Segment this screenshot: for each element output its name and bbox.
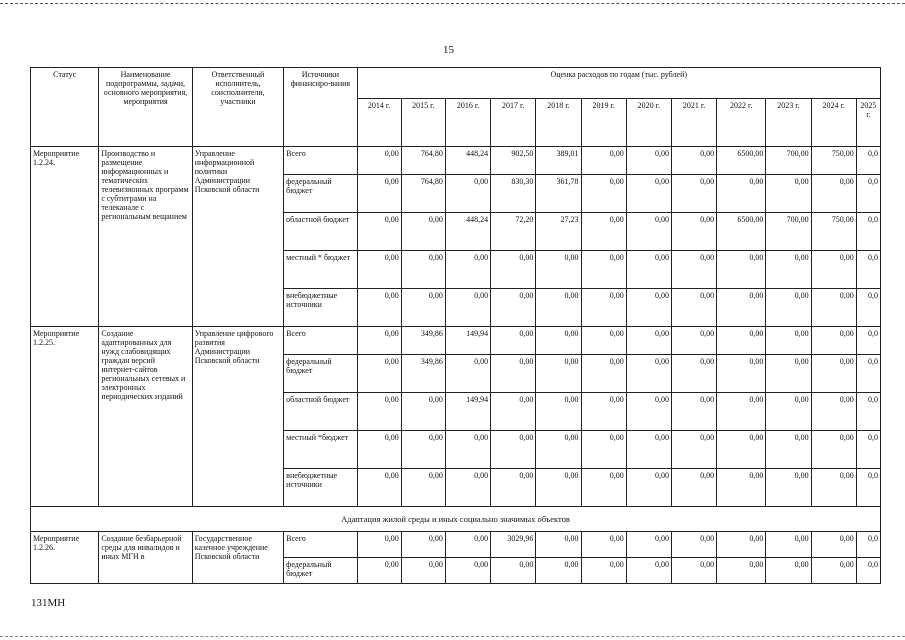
value-cell: 0,00 [671,558,716,584]
source-cell: областной бюджет [284,213,357,251]
value-cell: 0,00 [811,289,856,327]
source-cell: местный *бюджет [284,431,357,469]
value-cell: 0,00 [357,469,401,507]
value-cell: 0,00 [626,469,671,507]
source-cell: Всего [284,532,357,558]
value-cell: 72,20 [491,213,536,251]
value-cell: 0,0 [856,147,880,175]
value-cell: 0,00 [626,213,671,251]
value-cell: 0,00 [626,251,671,289]
value-cell: 3029,96 [491,532,536,558]
source-cell: внебюджетные источники [284,469,357,507]
value-cell: 0,0 [856,532,880,558]
value-cell: 0,00 [445,431,490,469]
value-cell: 0,00 [581,327,626,355]
year-header: 2018 г. [536,99,581,147]
value-cell: 0,00 [766,355,811,393]
value-cell: 0,00 [671,431,716,469]
value-cell: 448,24 [445,213,490,251]
value-cell: 764,80 [401,147,445,175]
activity-name-cell: Создание адаптированных для нужд слабовидящих граждан версий интернет-сайтов региональных сетевых и электронных периодических изданий [99,327,192,507]
value-cell: 0,00 [671,355,716,393]
source-cell: федеральный бюджет [284,355,357,393]
section-row [31,507,881,532]
responsible-cell: Управление цифрового развития Администрации Псковской области [192,327,283,507]
year-header: 2023 г. [766,99,811,147]
source-cell: Всего [284,147,357,175]
value-cell: 0,00 [491,327,536,355]
section-title: Адаптация жилой среды и иных социально значимых объектов [31,507,881,532]
status-cell: Мероприятие 1.2.24. [31,147,99,327]
value-cell: 349,86 [401,327,445,355]
value-cell: 0,00 [766,431,811,469]
source-cell: внебюджетные источники [284,289,357,327]
year-header: 2015 г. [401,99,445,147]
value-cell: 149,94 [445,393,490,431]
value-cell: 6500,00 [717,213,766,251]
source-cell: федеральный бюджет [284,175,357,213]
value-cell: 0,00 [626,147,671,175]
value-cell: 0,00 [766,393,811,431]
status-cell: Мероприятие 1.2.25. [31,327,99,507]
value-cell: 0,00 [581,213,626,251]
value-cell: 0,00 [581,431,626,469]
value-cell: 0,00 [445,558,490,584]
value-cell: 448,24 [445,147,490,175]
table-body [31,147,881,584]
value-cell: 0,00 [581,469,626,507]
page-bottom-edge [0,636,905,637]
value-cell: 0,0 [856,289,880,327]
value-cell: 0,00 [671,251,716,289]
value-cell: 0,00 [357,532,401,558]
value-cell: 0,00 [401,469,445,507]
value-cell: 27,23 [536,213,581,251]
value-cell: 0,00 [401,532,445,558]
value-cell: 0,00 [536,327,581,355]
value-cell: 0,00 [717,393,766,431]
value-cell: 0,00 [357,393,401,431]
year-header: 2020 г. [626,99,671,147]
value-cell: 0,00 [581,289,626,327]
value-cell: 0,00 [811,431,856,469]
value-cell: 0,00 [626,532,671,558]
value-cell: 149,94 [445,327,490,355]
value-cell: 0,00 [626,558,671,584]
value-cell: 0,00 [401,213,445,251]
value-cell: 0,00 [811,532,856,558]
responsible-cell: Государственное казенное учреждение Псковской области [192,532,283,584]
page-number: 15 [443,44,454,56]
value-cell: 0,00 [626,289,671,327]
value-cell: 0,00 [811,469,856,507]
value-cell: 0,00 [671,175,716,213]
value-cell: 0,00 [536,532,581,558]
value-cell: 0,00 [445,251,490,289]
value-cell: 0,00 [491,469,536,507]
value-cell: 0,00 [581,393,626,431]
value-cell: 0,00 [811,393,856,431]
value-cell: 0,00 [626,175,671,213]
value-cell: 0,00 [671,327,716,355]
value-cell: 0,0 [856,251,880,289]
value-cell: 0,00 [491,289,536,327]
value-cell: 0,00 [581,558,626,584]
value-cell: 0,00 [811,558,856,584]
footer-code: 131МН [31,597,66,609]
value-cell: 0,00 [717,469,766,507]
value-cell: 0,00 [536,431,581,469]
value-cell: 0,00 [536,393,581,431]
value-cell: 700,00 [766,147,811,175]
value-cell: 0,00 [717,251,766,289]
value-cell: 0,00 [401,251,445,289]
header-responsible: Ответственный исполнитель, соисполнители, участники [192,68,283,147]
responsible-cell: Управление информационной политики Администрации Псковской области [192,147,283,327]
value-cell: 0,0 [856,469,880,507]
value-cell: 0,00 [357,327,401,355]
value-cell: 0,00 [536,289,581,327]
value-cell: 389,01 [536,147,581,175]
value-cell: 0,00 [671,147,716,175]
value-cell: 0,00 [536,558,581,584]
value-cell: 0,00 [626,327,671,355]
header-sources: Источники финансиро-вания [284,68,357,147]
value-cell: 0,0 [856,393,880,431]
value-cell: 0,00 [766,327,811,355]
source-cell: областной бюджет [284,393,357,431]
value-cell: 0,00 [671,289,716,327]
source-cell: федеральный бюджет [284,558,357,584]
value-cell: 750,00 [811,147,856,175]
value-cell: 0,00 [491,355,536,393]
year-header: 2019 г. [581,99,626,147]
value-cell: 0,00 [811,355,856,393]
value-cell: 0,00 [357,355,401,393]
value-cell: 0,00 [445,532,490,558]
value-cell: 0,00 [491,251,536,289]
value-cell: 0,00 [811,175,856,213]
value-cell: 0,00 [717,355,766,393]
page-top-edge [0,3,905,4]
value-cell: 0,00 [491,558,536,584]
value-cell: 0,00 [581,147,626,175]
value-cell: 0,00 [357,251,401,289]
value-cell: 0,00 [357,175,401,213]
value-cell: 0,00 [626,393,671,431]
value-cell: 0,0 [856,431,880,469]
value-cell: 0,00 [717,327,766,355]
value-cell: 0,00 [717,558,766,584]
value-cell: 764,80 [401,175,445,213]
year-header: 2021 г. [671,99,716,147]
header-status: Статус [31,68,99,147]
value-cell: 0,00 [445,289,490,327]
source-cell: местный * бюджет [284,251,357,289]
value-cell: 0,00 [811,251,856,289]
value-cell: 830,30 [491,175,536,213]
value-cell: 0,0 [856,175,880,213]
year-header: 2025 г. [856,99,880,147]
value-cell: 0,00 [671,213,716,251]
value-cell: 0,0 [856,355,880,393]
activity-name-cell: Создание безбарьерной среды для инвалидов и иных МГН в [99,532,192,584]
status-cell: Мероприятие 1.2.26. [31,532,99,584]
value-cell: 349,86 [401,355,445,393]
value-cell: 0,00 [766,469,811,507]
value-cell: 0,00 [401,393,445,431]
value-cell: 0,00 [357,213,401,251]
value-cell: 0,00 [357,558,401,584]
year-header: 2024 г. [811,99,856,147]
value-cell: 0,00 [401,558,445,584]
value-cell: 0,00 [581,532,626,558]
value-cell: 0,0 [856,213,880,251]
value-cell: 361,78 [536,175,581,213]
value-cell: 0,00 [401,431,445,469]
value-cell: 0,00 [766,251,811,289]
value-cell: 0,00 [671,393,716,431]
value-cell: 0,0 [856,558,880,584]
value-cell: 0,00 [717,431,766,469]
activity-name-cell: Производство и размещение информационных и тематических телевизионных программ с субтитрами на телеканале с региональным вещанием [99,147,192,327]
value-cell: 0,00 [626,431,671,469]
year-header: 2016 г. [445,99,490,147]
value-cell: 0,00 [717,289,766,327]
value-cell: 0,00 [357,147,401,175]
value-cell: 0,00 [581,355,626,393]
value-cell: 0,00 [626,355,671,393]
value-cell: 750,00 [811,213,856,251]
value-cell: 0,00 [581,251,626,289]
value-cell: 0,00 [357,431,401,469]
value-cell: 0,00 [536,355,581,393]
value-cell: 6500,00 [717,147,766,175]
value-cell: 0,00 [717,175,766,213]
year-header: 2017 г. [491,99,536,147]
value-cell: 0,00 [491,393,536,431]
value-cell: 0,00 [717,532,766,558]
header-name: Наименование подпрограммы, задачи, основного мероприятия, мероприятия [99,68,192,147]
value-cell: 0,00 [491,431,536,469]
year-header: 2014 г. [357,99,401,147]
table-row [31,532,881,558]
value-cell: 0,00 [811,327,856,355]
value-cell: 0,00 [445,175,490,213]
value-cell: 0,00 [581,175,626,213]
table-row [31,147,881,175]
value-cell: 0,00 [766,289,811,327]
value-cell: 0,00 [401,289,445,327]
value-cell: 0,00 [445,469,490,507]
value-cell: 0,00 [536,469,581,507]
value-cell: 0,00 [766,175,811,213]
value-cell: 0,00 [536,251,581,289]
value-cell: 0,00 [671,469,716,507]
value-cell: 0,00 [766,532,811,558]
value-cell: 0,00 [445,355,490,393]
value-cell: 0,00 [766,558,811,584]
source-cell: Всего [284,327,357,355]
header-estimate: Оценка расходов по годам (тыс. рублей) [357,68,880,99]
value-cell: 0,0 [856,327,880,355]
value-cell: 902,50 [491,147,536,175]
table-row [31,327,881,355]
year-header: 2022 г. [717,99,766,147]
budget-table [30,67,881,584]
value-cell: 0,00 [671,532,716,558]
value-cell: 700,00 [766,213,811,251]
value-cell: 0,00 [357,289,401,327]
